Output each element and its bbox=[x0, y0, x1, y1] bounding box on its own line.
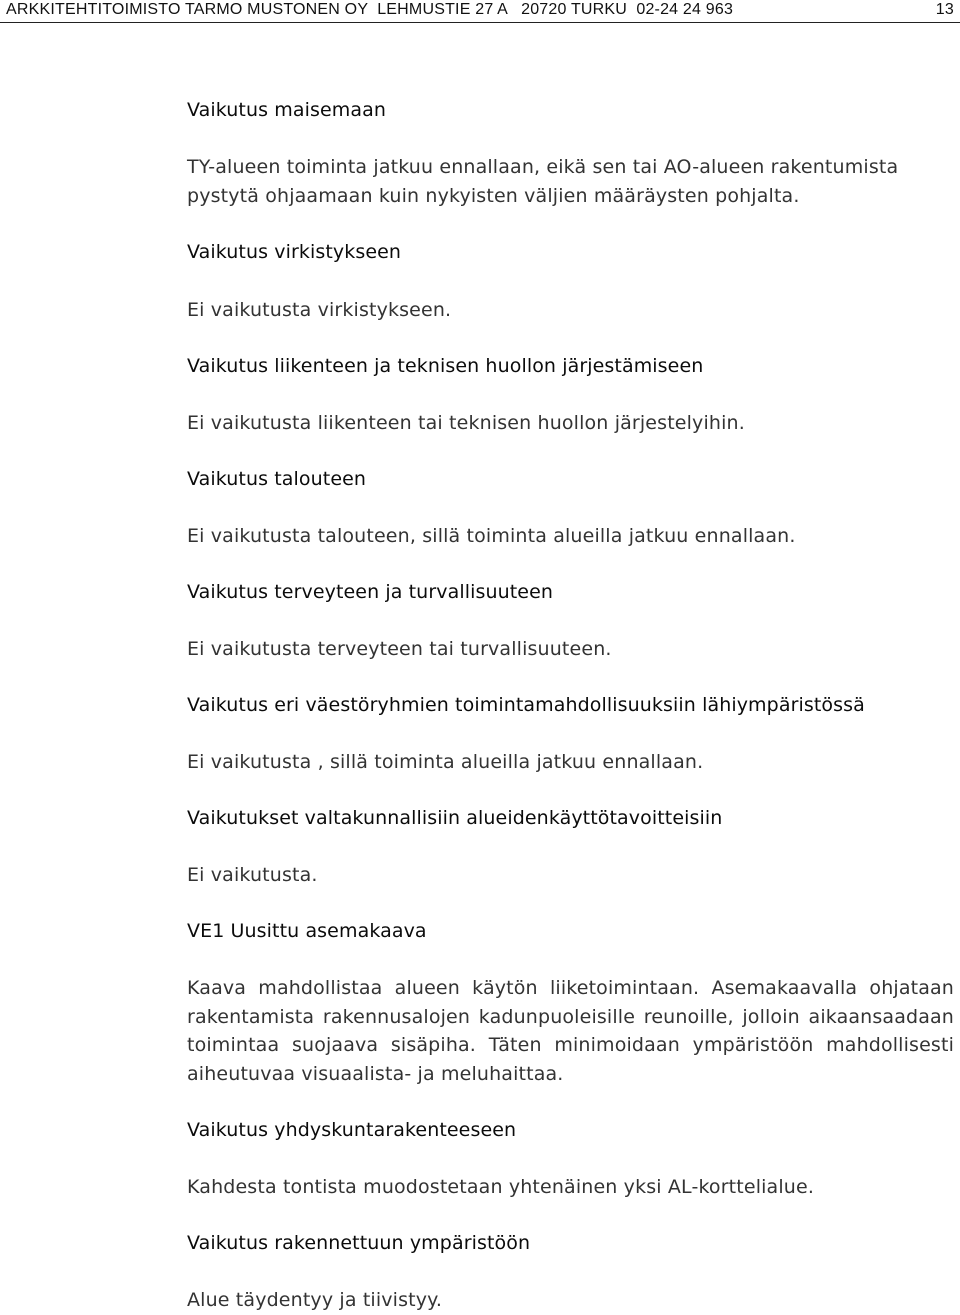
heading-talous: Vaikutus talouteen bbox=[187, 468, 367, 490]
heading-rakennettu-ymparisto: Vaikutus rakennettuun ympäristöön bbox=[187, 1232, 531, 1254]
heading-vaestoryhmat: Vaikutus eri väestöryhmien toimintamahdollisuuksiin lähiympäristössä bbox=[187, 694, 865, 716]
paragraph-liikenne: Ei vaikutusta liikenteen tai teknisen huollon järjestelyihin. bbox=[187, 412, 745, 434]
heading-maisema: Vaikutus maisemaan bbox=[187, 99, 386, 121]
heading-liikenne: Vaikutus liikenteen ja teknisen huollon järjestämiseen bbox=[187, 355, 704, 377]
paragraph-vaestoryhmat: Ei vaikutusta , sillä toiminta alueilla jatkuu ennallaan. bbox=[187, 751, 704, 773]
heading-valtakunnalliset: Vaikutukset valtakunnallisiin alueidenkäyttötavoitteisiin bbox=[187, 807, 723, 829]
paragraph-talous: Ei vaikutusta talouteen, sillä toiminta alueilla jatkuu ennallaan. bbox=[187, 525, 796, 547]
paragraph-ve1: Kaava mahdollistaa alueen käytön liiketoimintaan. Asemakaavalla ohjataan rakentamista rakennusalojen kadunpuoleisille reunoille, jolloin aikaansaadaan toimintaa suojaava sisäpiha. Täten minimoidaan ympäristöön mahdollisesti aiheutuvaa visuaalista- ja meluhaittaa. bbox=[187, 977, 954, 1085]
page-number: 13 bbox=[935, 1, 954, 18]
header-company-info: ARKKITEHTITOIMISTO TARMO MUSTONEN OY LEHMUSTIE 27 A 20720 TURKU 02-24 24 963 bbox=[6, 1, 734, 18]
heading-ve1: VE1 Uusittu asemakaava bbox=[187, 920, 427, 942]
paragraph-yhdyskuntarakenne: Kahdesta tontista muodostetaan yhtenäinen yksi AL-korttelialue. bbox=[187, 1176, 815, 1198]
page-header bbox=[0, 0, 960, 23]
paragraph-maisema: TY-alueen toiminta jatkuu ennallaan, eikä sen tai AO-alueen rakentumista pystytä ohjaamaan kuin nykyisten väljien määräysten pohjalta. bbox=[187, 156, 899, 207]
heading-yhdyskuntarakenne: Vaikutus yhdyskuntarakenteeseen bbox=[187, 1119, 517, 1141]
paragraph-terveys: Ei vaikutusta terveyteen tai turvallisuuteen. bbox=[187, 638, 612, 660]
paragraph-virkistys: Ei vaikutusta virkistykseen. bbox=[187, 299, 452, 321]
heading-terveys: Vaikutus terveyteen ja turvallisuuteen bbox=[187, 581, 554, 603]
paragraph-rakennettu-ymparisto: Alue täydentyy ja tiivistyy. bbox=[187, 1289, 443, 1311]
paragraph-valtakunnalliset: Ei vaikutusta. bbox=[187, 864, 318, 886]
heading-virkistys: Vaikutus virkistykseen bbox=[187, 241, 402, 263]
